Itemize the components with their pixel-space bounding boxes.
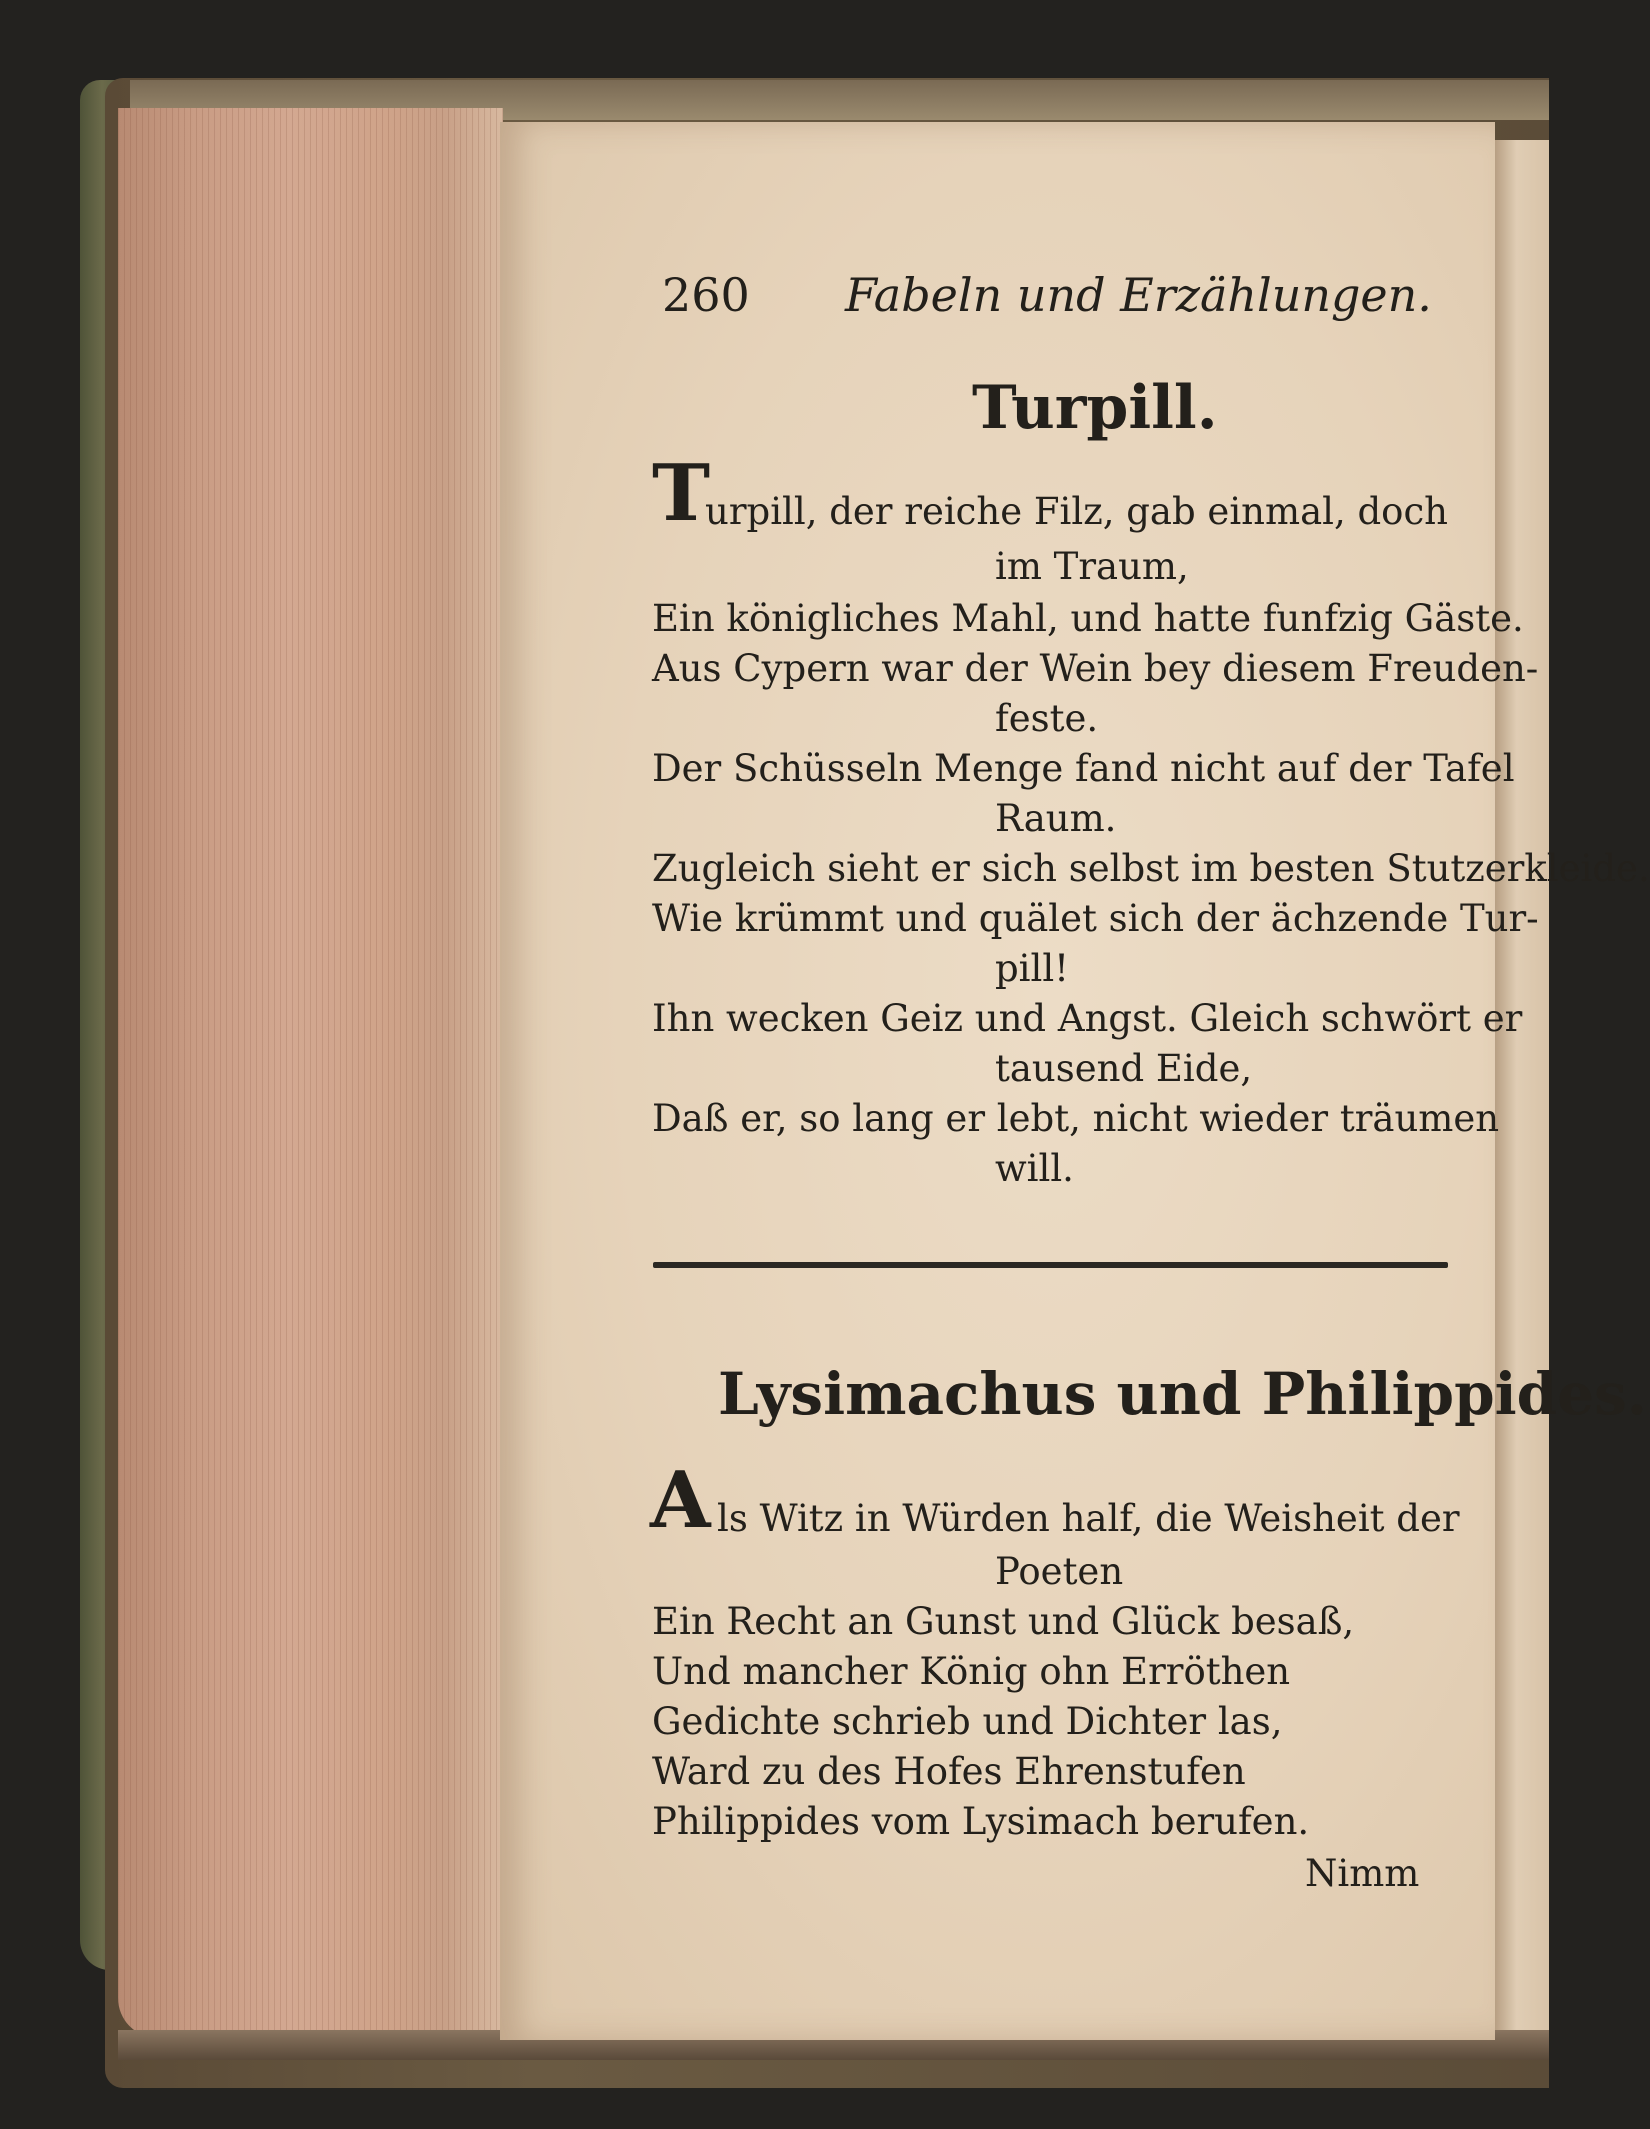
verse-line: feste. xyxy=(995,697,1099,740)
poem-title-turpill: Turpill. xyxy=(972,373,1218,443)
running-title: Fabeln und Erzählungen. xyxy=(845,268,1432,322)
poem-title-lysimachus: Lysimachus und Philippides. xyxy=(718,1360,1647,1428)
verse-line: Ein Recht an Gunst und Glück besaß, xyxy=(652,1600,1355,1643)
verse-line: Ward zu des Hofes Ehrenstufen xyxy=(652,1750,1246,1793)
verse-line: urpill, der reiche Filz, gab einmal, doch xyxy=(705,490,1448,533)
verse-line: pill! xyxy=(995,947,1070,990)
verse-line: Raum. xyxy=(995,797,1117,840)
verse-line: Ein königliches Mahl, und hatte funfzig Gäste. xyxy=(652,597,1524,640)
verse-line: Ihn wecken Geiz und Angst. Gleich schwört er xyxy=(652,997,1523,1040)
verse-line: Philippides vom Lysimach berufen. xyxy=(652,1800,1310,1843)
page-edges xyxy=(118,108,503,2038)
verse-line: Zugleich sieht er sich selbst im besten Stutzerkleide. xyxy=(652,847,1650,890)
catchword: Nimm xyxy=(1305,1852,1420,1895)
verse-line: Gedichte schrieb und Dichter las, xyxy=(652,1700,1283,1743)
drop-cap: A xyxy=(650,1455,711,1546)
facing-page-edge xyxy=(1495,140,1549,2040)
page-number: 260 xyxy=(662,268,750,322)
verse-line: ls Witz in Würden half, die Weisheit der xyxy=(717,1497,1460,1540)
verse-line: Und mancher König ohn Erröthen xyxy=(652,1650,1291,1693)
verse-line: Aus Cypern war der Wein bey diesem Freuden- xyxy=(652,647,1539,690)
verse-line: Wie krümmt und quälet sich der ächzende Tur- xyxy=(652,897,1539,940)
verse-line: will. xyxy=(995,1147,1074,1190)
verse-line: Daß er, so lang er lebt, nicht wieder träumen xyxy=(652,1097,1500,1140)
verse-line: im Traum, xyxy=(995,545,1189,588)
verse-line: tausend Eide, xyxy=(995,1047,1253,1090)
section-divider xyxy=(653,1262,1448,1268)
verse-line: Der Schüsseln Menge fand nicht auf der Tafel xyxy=(652,747,1515,790)
verse-line: Poeten xyxy=(995,1550,1124,1593)
drop-cap: T xyxy=(652,448,711,539)
